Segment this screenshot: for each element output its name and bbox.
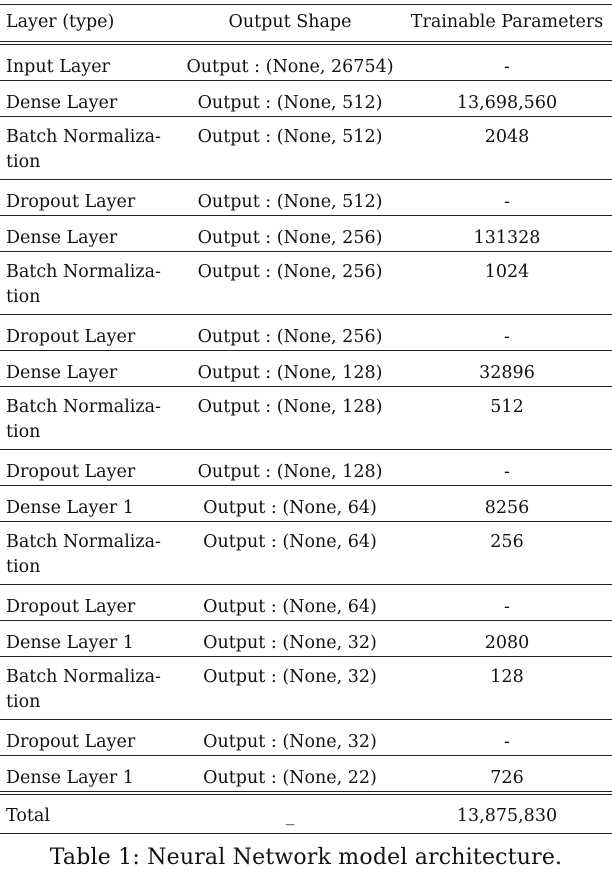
table-row xyxy=(0,81,612,117)
table-row xyxy=(0,621,612,657)
cell-params: 2048 xyxy=(402,117,612,180)
cell-layer: Dense Layer 1 xyxy=(0,756,178,794)
cell-params: 726 xyxy=(402,756,612,794)
cell-shape: Output : (None, 128) xyxy=(178,450,402,486)
table-row xyxy=(0,585,612,621)
cell-layer: Dropout Layer xyxy=(0,720,178,756)
cell-params: 13,698,560 xyxy=(402,81,612,117)
cell-shape: Output : (None, 128) xyxy=(178,387,402,450)
cell-layer: Dense Layer xyxy=(0,351,178,387)
cell-layer: Dropout Layer xyxy=(0,315,178,351)
header-trainable-parameters: Trainable Parameters xyxy=(402,5,612,44)
cell-shape: Output : (None, 512) xyxy=(178,180,402,216)
table-row xyxy=(0,117,612,180)
cell-shape: Output : (None, 512) xyxy=(178,81,402,117)
header-layer-type: Layer (type) xyxy=(0,5,178,44)
cell-shape: Output : (None, 64) xyxy=(178,585,402,621)
table-row xyxy=(0,315,612,351)
table-caption: Table 1: Neural Network model architecture. xyxy=(49,845,563,870)
cell-shape: Output : (None, 128) xyxy=(178,351,402,387)
table-row xyxy=(0,252,612,315)
cell-shape: Output : (None, 22) xyxy=(178,756,402,794)
cell-layer: Batch Normaliza- tion xyxy=(0,387,178,450)
total-label: Total xyxy=(0,793,178,833)
cell-shape: Output : (None, 256) xyxy=(178,315,402,351)
table-row xyxy=(0,43,612,81)
table-row xyxy=(0,486,612,522)
cell-params: - xyxy=(402,450,612,486)
cell-shape: Output : (None, 256) xyxy=(178,216,402,252)
cell-params: - xyxy=(402,180,612,216)
table-row xyxy=(0,720,612,756)
table-body xyxy=(0,43,612,833)
cell-layer: Dropout Layer xyxy=(0,450,178,486)
cell-shape: Output : (None, 256) xyxy=(178,252,402,315)
header-output-shape: Output Shape xyxy=(178,5,402,44)
cell-shape: Output : (None, 32) xyxy=(178,657,402,720)
cell-shape: Output : (None, 32) xyxy=(178,621,402,657)
cell-shape: Output : (None, 26754) xyxy=(178,43,402,81)
cell-params: - xyxy=(402,43,612,81)
cell-params: 8256 xyxy=(402,486,612,522)
cell-params: 128 xyxy=(402,657,612,720)
cell-params: - xyxy=(402,720,612,756)
cell-shape: Output : (None, 64) xyxy=(178,486,402,522)
cell-shape: Output : (None, 32) xyxy=(178,720,402,756)
cell-layer: Batch Normaliza- tion xyxy=(0,657,178,720)
table-row xyxy=(0,756,612,794)
cell-layer: Batch Normaliza- tion xyxy=(0,522,178,585)
total-shape: _ xyxy=(178,793,402,833)
cell-params: 131328 xyxy=(402,216,612,252)
table-row xyxy=(0,450,612,486)
cell-params: - xyxy=(402,585,612,621)
cell-layer: Input Layer xyxy=(0,43,178,81)
cell-layer: Dense Layer 1 xyxy=(0,621,178,657)
cell-params: 512 xyxy=(402,387,612,450)
table-row xyxy=(0,387,612,450)
cell-params: - xyxy=(402,315,612,351)
cell-layer: Dense Layer xyxy=(0,81,178,117)
cell-params: 2080 xyxy=(402,621,612,657)
cell-params: 32896 xyxy=(402,351,612,387)
architecture-table xyxy=(0,4,612,834)
table-row xyxy=(0,351,612,387)
table-row xyxy=(0,522,612,585)
cell-layer: Dense Layer xyxy=(0,216,178,252)
cell-params: 256 xyxy=(402,522,612,585)
cell-layer: Batch Normaliza- tion xyxy=(0,252,178,315)
cell-layer: Dense Layer 1 xyxy=(0,486,178,522)
architecture-table-container xyxy=(0,4,612,834)
cell-shape: Output : (None, 512) xyxy=(178,117,402,180)
cell-layer: Dropout Layer xyxy=(0,585,178,621)
table-row xyxy=(0,216,612,252)
cell-layer: Batch Normaliza- tion xyxy=(0,117,178,180)
table-row xyxy=(0,180,612,216)
cell-params: 1024 xyxy=(402,252,612,315)
table-header-row xyxy=(0,5,612,44)
table-row xyxy=(0,657,612,720)
total-params: 13,875,830 xyxy=(402,793,612,833)
cell-layer: Dropout Layer xyxy=(0,180,178,216)
total-row xyxy=(0,793,612,833)
cell-shape: Output : (None, 64) xyxy=(178,522,402,585)
